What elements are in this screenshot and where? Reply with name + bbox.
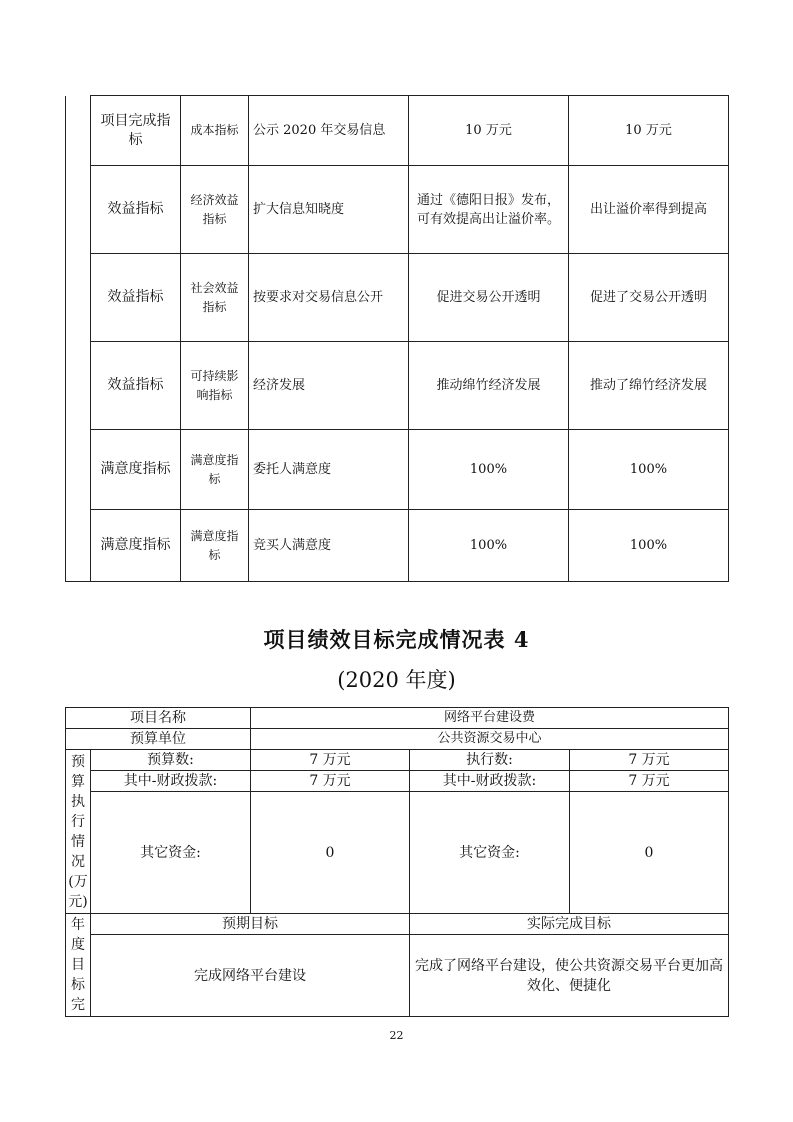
- indicator-subcategory: 经济效益指标: [181, 166, 249, 254]
- expected-goal-text: 完成网络平台建设: [91, 935, 410, 1017]
- indicator-category: 满意度指标: [91, 430, 181, 510]
- indicator-expected: 100%: [409, 430, 569, 510]
- indicator-category: 效益指标: [91, 254, 181, 342]
- indicator-expected: 促进交易公开透明: [409, 254, 569, 342]
- other-funds-executed-label: 其它资金:: [410, 792, 570, 914]
- performance-table: [65, 707, 729, 1017]
- indicator-expected: 通过《德阳日报》发布，可有效提高出让溢价率。: [409, 166, 569, 254]
- budget-execution-side-label: 预算执行情况(万元): [66, 750, 91, 914]
- indicator-row: [66, 510, 729, 582]
- indicator-subcategory: 成本指标: [181, 96, 249, 166]
- indicator-category: 满意度指标: [91, 510, 181, 582]
- actual-goal-text: 完成了网络平台建设，使公共资源交易平台更加高效化、便捷化: [410, 935, 729, 1017]
- page-title: 项目绩效目标完成情况表 4: [263, 627, 530, 652]
- project-name-label: 项目名称: [66, 708, 251, 729]
- budget-unit-label: 预算单位: [66, 729, 251, 750]
- fiscal-label: 其中-财政拨款:: [91, 771, 251, 792]
- indicator-subcategory: 满意度指标: [181, 510, 249, 582]
- indicator-item: 竞买人满意度: [249, 510, 409, 582]
- indicator-subcategory: 满意度指标: [181, 430, 249, 510]
- executed-value: 7 万元: [570, 750, 729, 771]
- indicator-category: 效益指标: [91, 342, 181, 430]
- other-funds-executed: 0: [570, 792, 729, 914]
- indicator-row: [66, 342, 729, 430]
- indicator-expected: 推动绵竹经济发展: [409, 342, 569, 430]
- indicator-actual: 100%: [569, 510, 729, 582]
- indicator-side-column: [66, 96, 91, 582]
- indicator-actual: 100%: [569, 430, 729, 510]
- indicator-item: 经济发展: [249, 342, 409, 430]
- fiscal-executed-label: 其中-财政拨款:: [410, 771, 570, 792]
- indicator-item: 扩大信息知晓度: [249, 166, 409, 254]
- indicator-row: [66, 430, 729, 510]
- other-funds-label: 其它资金:: [91, 792, 251, 914]
- page-number: 22: [389, 1029, 404, 1042]
- budget-label: 预算数:: [91, 750, 251, 771]
- indicator-item: 按要求对交易信息公开: [249, 254, 409, 342]
- indicator-actual: 10 万元: [569, 96, 729, 166]
- other-funds-budget: 0: [251, 792, 410, 914]
- fiscal-budget-value: 7 万元: [251, 771, 410, 792]
- indicator-row: [66, 166, 729, 254]
- annual-goal-side-label: 年度目标完: [66, 914, 91, 1017]
- expected-goal-label: 预期目标: [91, 914, 410, 935]
- indicator-actual: 出让溢价率得到提高: [569, 166, 729, 254]
- indicator-row: [66, 96, 729, 166]
- executed-label: 执行数:: [410, 750, 570, 771]
- indicator-row: [66, 254, 729, 342]
- project-name-value: 网络平台建设费: [251, 708, 729, 729]
- indicator-category: 项目完成指标: [91, 96, 181, 166]
- budget-value: 7 万元: [251, 750, 410, 771]
- indicator-item: 公示 2020 年交易信息: [249, 96, 409, 166]
- indicator-expected: 100%: [409, 510, 569, 582]
- indicator-actual: 促进了交易公开透明: [569, 254, 729, 342]
- indicator-expected: 10 万元: [409, 96, 569, 166]
- actual-goal-label: 实际完成目标: [410, 914, 729, 935]
- indicator-table: [65, 95, 729, 582]
- indicator-actual: 推动了绵竹经济发展: [569, 342, 729, 430]
- page-subtitle: (2020 年度): [337, 668, 456, 692]
- indicator-category: 效益指标: [91, 166, 181, 254]
- indicator-subcategory: 可持续影响指标: [181, 342, 249, 430]
- indicator-item: 委托人满意度: [249, 430, 409, 510]
- indicator-subcategory: 社会效益指标: [181, 254, 249, 342]
- budget-unit-value: 公共资源交易中心: [251, 729, 729, 750]
- fiscal-executed-value: 7 万元: [570, 771, 729, 792]
